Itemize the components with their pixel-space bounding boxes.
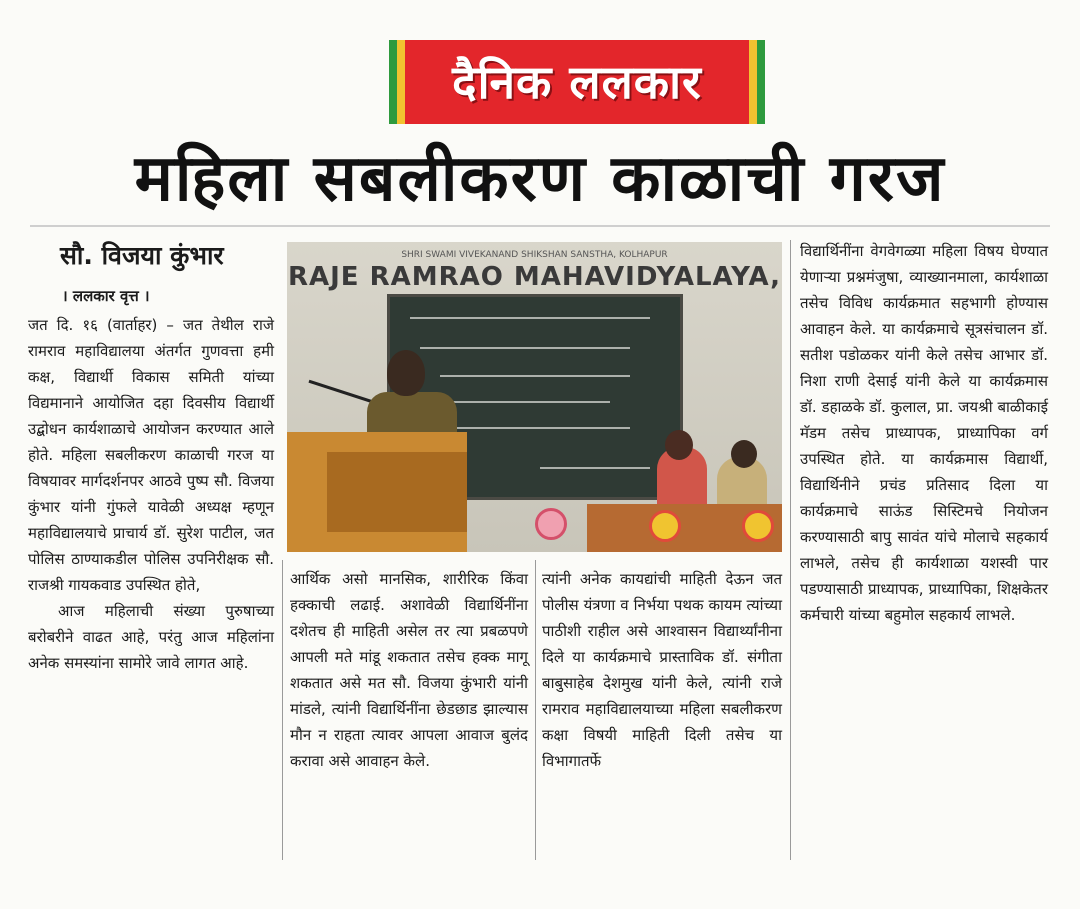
photo-banner-small: SHRI SWAMI VIVEKANAND SHIKSHAN SANSTHA, KOLHAPUR — [401, 250, 668, 260]
flower-bouquet — [535, 508, 567, 540]
masthead-stripe-right — [749, 40, 765, 124]
column-divider — [535, 560, 536, 860]
photo-banner-college-name: RAJE RAMRAO MAHAVIDYALAYA, — [287, 262, 782, 292]
article-column-4 — [800, 238, 1048, 628]
newspaper-title: दैनिक ललकार — [452, 55, 702, 109]
podium — [287, 432, 467, 552]
article-column-2 — [290, 566, 528, 774]
masthead — [389, 40, 765, 124]
article-paragraph: आज महिलाची संख्या पुरुषाच्या बरोबरीने वाढत आहे, परंतु आज महिलांना अनेक समस्यांना सामोरे जावे लागत आहे. — [28, 602, 274, 672]
article-paragraph: आर्थिक असो मानसिक, शारीरिक किंवा हक्काची लढाई. अशावेळी विद्यार्थिनींना दशेतच ही माहिती असेल तर त्या प्रबळपणे आपली मते मांडू शकतात तसेच हक्क मागू शकतात असे मत सौ. विजया कुंभारी यांनी मांडले, त्यांनी विद्यार्थिनींना छेडछाड झाल्यास मौन न राहता त्यावर आपला आवाज बुलंद करावा असे आवाहन केले. — [290, 570, 528, 770]
article-column-3 — [542, 566, 782, 774]
event-photo — [287, 242, 782, 552]
article-column-1 — [28, 312, 274, 676]
column-divider — [282, 560, 283, 860]
article-paragraph: विद्यार्थिनींना वेगवेगळ्या महिला विषय घेण्यात येणाऱ्या प्रश्नमंजुषा, व्याख्यानमाला, कार्यशाळा तसेच विविध कार्यक्रमात सहभागी होण्यास आवाहन केले. या कार्यक्रमाचे सूत्रसंचालन डॉ. सतीश पडोळकर यांनी केले तसेच आभार डॉ. निशा राणी देसाई यांनी केले या कार्यक्रमास डॉ. डहाळके डॉ. कुलाल, प्रा. जयश्री बाळीकाई मॅडम तसेच प्राध्यापक, प्राध्यापिका वर्ग उपस्थित होते. या कार्यक्रमास विद्यार्थी, विद्यार्थिनीने प्रचंड प्रतिसाद दिला या कार्यक्रमाचे साऊंड सिस्टिमचे नियोजन करण्यासाठी बापु सावंत यांचे मोलाचे सहकार्य लाभले, तसेच ही कार्यशाळा यशस्वी पार पडण्यासाठी प्राध्यापक, प्राध्यापिका, शिक्षकेतर कर्मचारी यांच्या बहुमोल सहकार्य लाभले. — [800, 242, 1048, 624]
article-paragraph: जत दि. १६ (वार्ताहर) – जत तेथील राजे रामराव महाविद्यालया अंतर्गत गुणवत्ता हमी कक्ष, विद्यार्थी विकास समिती यांच्या विद्यमानाने आयोजित दहा दिवसीय विद्यार्थी उद्बोधन कार्यशाळाचे आयोजन करण्यात आले होते. महिला सबलीकरण काळाची गरज या विषयावर मार्गदर्शनपर आठवे पुष्प सौ. विजया कुंभार यांनी गुंफले यावेळी अध्यक्ष म्हणून महाविद्यालयाचे प्राचार्य डॉ. सुरेश पाटील, जत पोलिस ठाण्याकडील पोलिस उपनिरीक्षक सौ. राजश्री गायकवाड उपस्थित होते, — [28, 316, 274, 594]
column-divider — [790, 240, 791, 860]
flower-bouquet — [649, 510, 681, 542]
masthead-stripe-left — [389, 40, 405, 124]
headline-rule — [30, 225, 1050, 227]
byline: सौ. विजया कुंभार — [60, 241, 224, 270]
article-paragraph: त्यांनी अनेक कायद्यांची माहिती देऊन जत पोलीस यंत्रणा व निर्भया पथक कायम त्यांच्या पाठीशी राहील असे आश्वासन विद्यार्थ्यांनीना दिले या कार्यक्रमाचे प्रास्ताविक डॉ. संगीता बाबुसाहेब देशमुख यांनी केले, त्यांनी राजे रामराव महाविद्यालयाच्या महिला सबलीकरण कक्षा विषयी माहिती दिली तसेच या विभागातर्फे — [542, 570, 782, 770]
flower-bouquet — [742, 510, 774, 542]
news-source-tag: । ललकार वृत्त । — [62, 287, 150, 305]
headline: महिला सबलीकरण काळाची गरज — [134, 142, 946, 216]
